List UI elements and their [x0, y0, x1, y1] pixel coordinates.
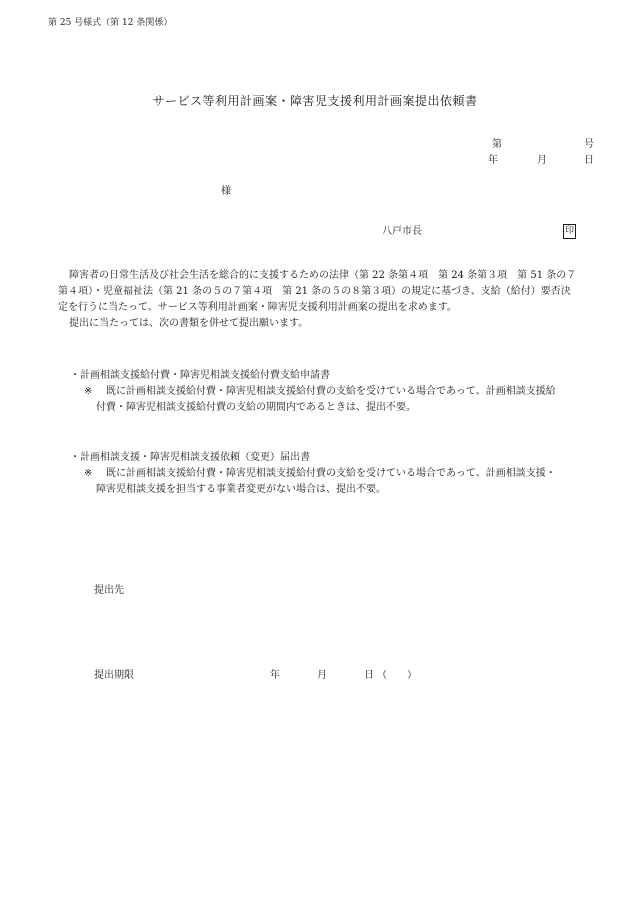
required-document-note: [70, 466, 610, 482]
required-document-2: [70, 450, 610, 498]
required-document-title: ・計画相談支援給付費・障害児相談支援給付費支給申請書: [70, 370, 330, 381]
seal-mark: 印: [563, 224, 576, 239]
form-number: 第 25 号様式（第 12 条関係）: [48, 18, 173, 28]
deadline-month: 月: [317, 670, 327, 681]
date-day: 日: [584, 155, 594, 166]
deadline-weekday: （ ）: [377, 670, 417, 681]
note-mark: ※: [84, 386, 93, 397]
required-document-note: [70, 384, 610, 400]
body-line-2: 第４項）・児童福祉法（第 21 条の５の７第４項 第 21 条の５の８第３項）の規定に基づき、支給（給付）要否決: [58, 286, 571, 297]
submission-destination-label: 提出先: [94, 585, 124, 596]
addressee-suffix: 様: [221, 186, 231, 197]
note-line-1: 既に計画相談支援給付費・障害児相談支援給付費の支給を受けている場合であって、計画相談支援・: [106, 468, 556, 479]
note-line-1: 既に計画相談支援給付費・障害児相談支援給付費の支給を受けている場合であって、計画相談支援給: [106, 386, 556, 397]
document-title: サービス等利用計画案・障害児支援利用計画案提出依頼書: [152, 94, 478, 108]
body-paragraph: [58, 268, 598, 332]
sender-name: 八戸市長: [382, 226, 422, 237]
body-line-4: 提出に当たっては、次の書類を併せて提出願います。: [69, 318, 309, 329]
body-line-3: 定を行うに当たって、サービス等利用計画案・障害児支援利用計画案の提出を求めます。: [58, 302, 457, 313]
body-line-1: 障害者の日常生活及び社会生活を総合的に支援するための法律（第 22 条第４項 第 24 条第３項 第 51 条の７: [69, 270, 577, 281]
note-line-2: 障害児相談支援を担当する事業者変更がない場合は、提出不要。: [96, 484, 386, 495]
note-mark: ※: [84, 468, 93, 479]
deadline-label: 提出期限: [94, 670, 134, 681]
deadline-year: 年: [270, 670, 280, 681]
deadline-day: 日: [364, 670, 374, 681]
doc-number-suffix: 号: [584, 139, 594, 150]
note-line-2: 付費・障害児相談支援給付費の支給の期間内であるときは、提出不要。: [96, 402, 416, 413]
required-document-1: [70, 368, 610, 416]
required-document-title: ・計画相談支援・障害児相談支援依頼（変更）届出書: [70, 452, 310, 463]
date-year: 年: [488, 155, 498, 166]
doc-number-prefix: 第: [492, 139, 502, 150]
date-month: 月: [537, 155, 547, 166]
